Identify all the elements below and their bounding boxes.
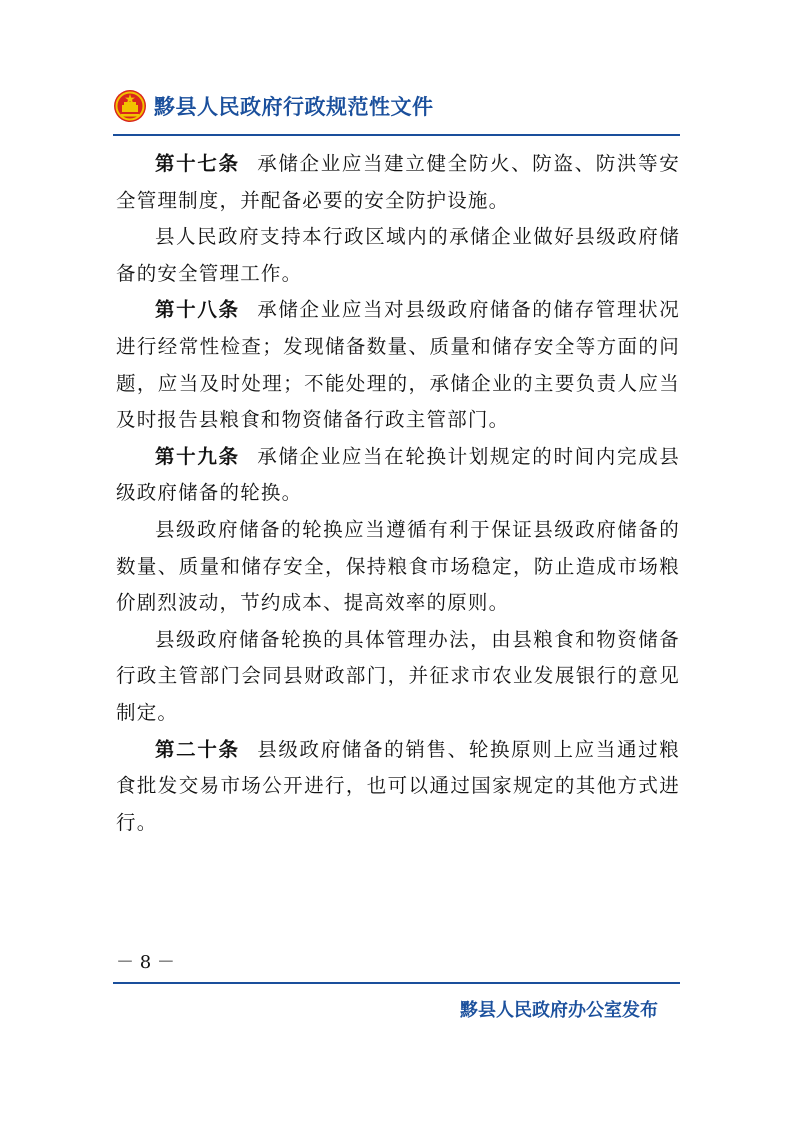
- document-header: [113, 86, 434, 126]
- national-emblem-icon: [113, 89, 147, 123]
- paragraph: [116, 219, 680, 292]
- article-number: 第十八条: [155, 298, 240, 322]
- paragraph: [116, 732, 680, 842]
- article-number: 第十九条: [155, 444, 240, 468]
- header-divider: [113, 134, 680, 136]
- paragraph: [116, 622, 680, 732]
- footer-publisher: 黟县人民政府办公室发布: [460, 1000, 658, 1021]
- document-body: [116, 146, 680, 841]
- page-number: － 8 －: [116, 952, 175, 973]
- paragraph: [116, 439, 680, 512]
- paragraph-text: 承储企业应当对县级政府储备的储存管理状况进行经常性检查；发现储备数量、质量和储存安全等方面的问题，应当及时处理；不能处理的，承储企业的主要负责人应当及时报告县粮食和物资储备行政主管部门。: [116, 298, 680, 432]
- article-number: 第十七条: [155, 152, 240, 175]
- paragraph-text: 承储企业应当建立健全防火、防盗、防洪等安全管理制度，并配备必要的安全防护设施。: [116, 152, 680, 212]
- paragraph-text: 县级政府储备轮换的具体管理办法，由县粮食和物资储备行政主管部门会同县财政部门，并征求市农业发展银行的意见制定。: [116, 627, 680, 724]
- paragraph-text: 县级政府储备的轮换应当遵循有利于保证县级政府储备的数量、质量和储存安全，保持粮食市场稳定，防止造成市场粮价剧烈波动，节约成本、提高效率的原则。: [116, 517, 680, 615]
- header-title: 黟县人民政府行政规范性文件: [154, 95, 434, 119]
- paragraph-text: 县人民政府支持本行政区域内的承储企业做好县级政府储备的安全管理工作。: [116, 225, 680, 285]
- article-number: 第二十条: [155, 737, 240, 761]
- paragraph: [116, 146, 680, 219]
- paragraph-text: 县级政府储备的销售、轮换原则上应当通过粮食批发交易市场公开进行，也可以通过国家规定的其他方式进行。: [116, 737, 680, 834]
- paragraph: [116, 292, 680, 438]
- footer-divider: [113, 982, 680, 984]
- paragraph-text: 承储企业应当在轮换计划规定的时间内完成县级政府储备的轮换。: [116, 444, 680, 505]
- paragraph: [116, 512, 680, 622]
